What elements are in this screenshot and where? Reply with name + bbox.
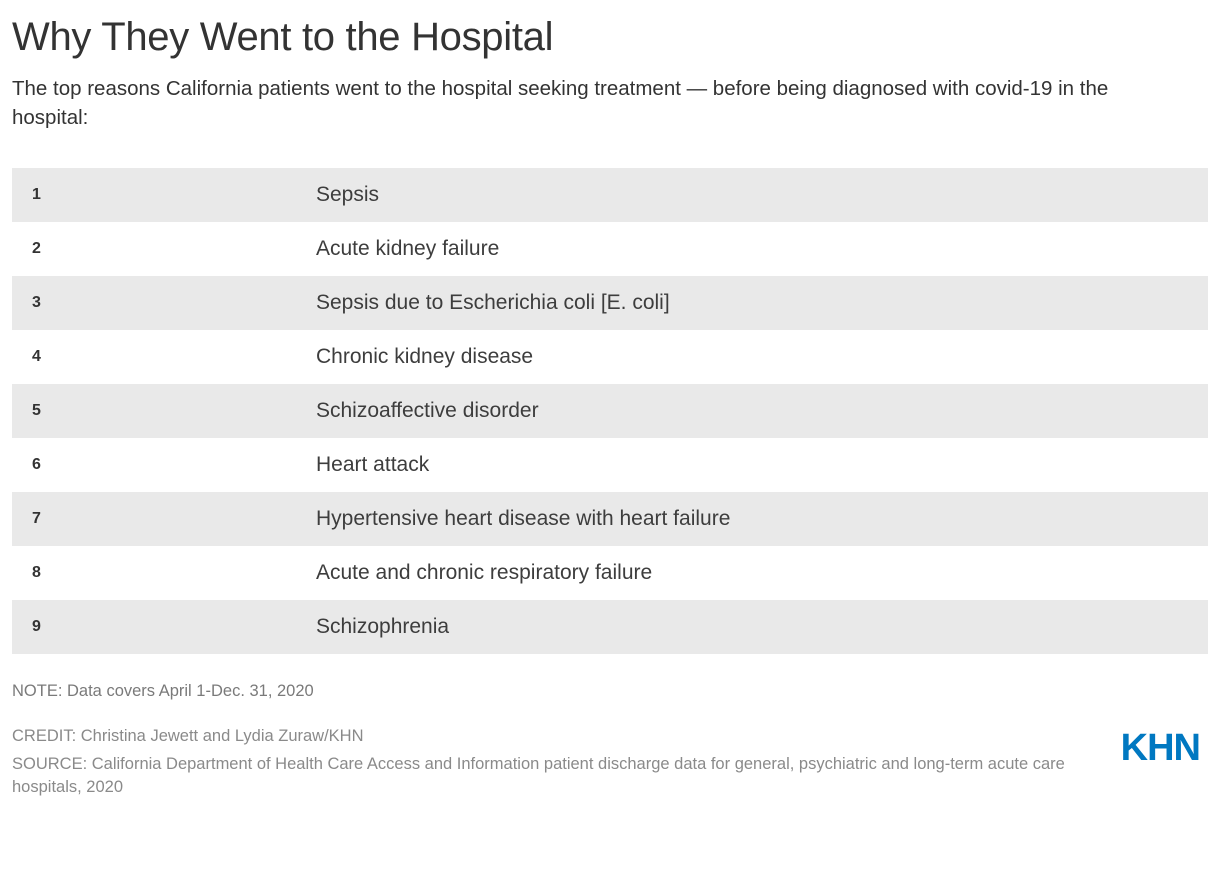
- credit-text: CREDIT: Christina Jewett and Lydia Zuraw/KHN: [12, 727, 364, 746]
- note-text: NOTE: Data covers April 1-Dec. 31, 2020: [12, 682, 314, 701]
- reason-cell: Hypertensive heart disease with heart failure: [316, 507, 731, 531]
- footer: [12, 725, 1208, 799]
- reason-cell: Heart attack: [316, 453, 430, 477]
- reason-cell: Sepsis: [316, 183, 380, 207]
- graphic-container: [0, 14, 1220, 890]
- khn-logo: KHN: [1120, 727, 1200, 770]
- reason-cell: Acute kidney failure: [316, 237, 500, 261]
- page-title: Why They Went to the Hospital: [12, 15, 554, 59]
- rank-cell: 6: [32, 456, 41, 474]
- table-row: [12, 330, 1208, 384]
- rank-cell: 2: [32, 240, 41, 258]
- rank-cell: 8: [32, 564, 41, 582]
- rank-cell: 1: [32, 186, 41, 204]
- page-subtitle: The top reasons California patients went to the hospital seeking treatment — before being diagnosed with covid-19 in the hospital:: [12, 77, 1109, 130]
- table-row: [12, 546, 1208, 600]
- rank-cell: 5: [32, 402, 41, 420]
- table-row: [12, 168, 1208, 222]
- reason-cell: Chronic kidney disease: [316, 345, 534, 369]
- rank-cell: 3: [32, 294, 41, 312]
- table-row: [12, 384, 1208, 438]
- rank-cell: 4: [32, 348, 41, 366]
- ranked-reasons-table: [12, 168, 1208, 654]
- table-row: [12, 600, 1208, 654]
- reason-cell: Acute and chronic respiratory failure: [316, 561, 653, 585]
- table-row: [12, 438, 1208, 492]
- table-row: [12, 492, 1208, 546]
- source-text: SOURCE: California Department of Health Care Access and Information patient discharge data for general, psychiatric and long-term acute care hospitals, 2020: [12, 754, 1065, 797]
- table-row: [12, 276, 1208, 330]
- reason-cell: Schizoaffective disorder: [316, 399, 539, 423]
- reason-cell: Schizophrenia: [316, 615, 450, 639]
- table-row: [12, 222, 1208, 276]
- rank-cell: 9: [32, 618, 41, 636]
- rank-cell: 7: [32, 510, 41, 528]
- reason-cell: Sepsis due to Escherichia coli [E. coli]: [316, 291, 670, 315]
